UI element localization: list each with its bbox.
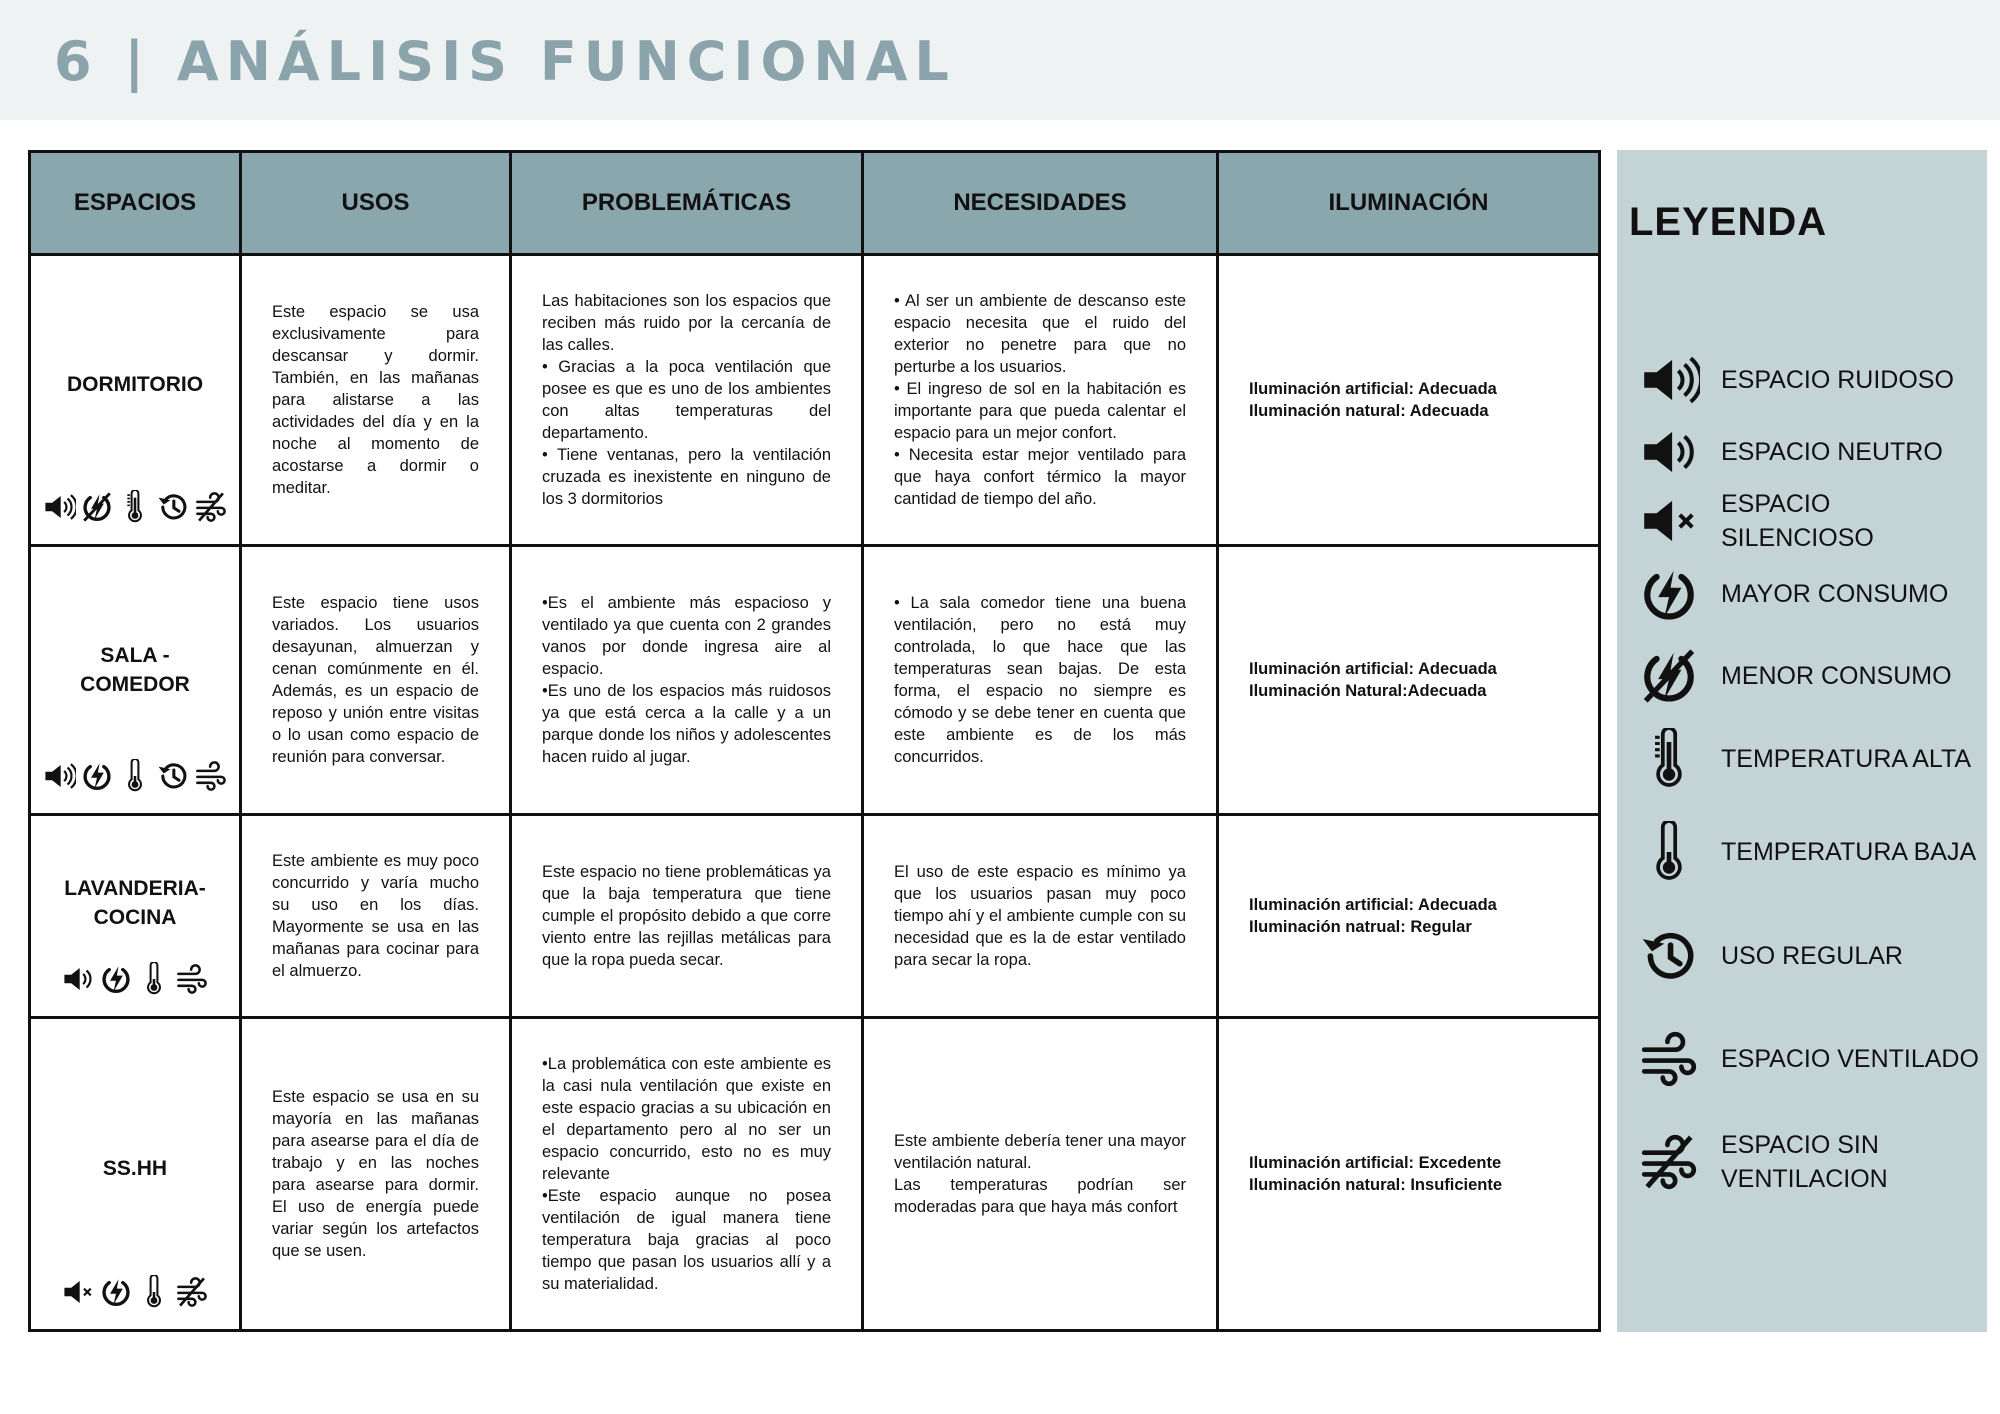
iluminacion-natural: Iluminación natural: Insuficiente: [1249, 1175, 1503, 1194]
thermometer-high-icon: [1635, 725, 1703, 793]
iluminacion-artificial: Iluminación artificial: Adecuada: [1249, 660, 1497, 679]
legend-panel: [1617, 150, 1987, 1332]
legend-item: [1635, 1122, 1987, 1202]
speaker-neutral-icon: [1635, 418, 1703, 486]
wind-icon: [1635, 1025, 1703, 1093]
legend-label: ESPACIO VENTILADO: [1721, 1045, 1979, 1073]
space-cell: [30, 815, 241, 1018]
problematica-line: •Este espacio aunque no posea ventilación de igual manera tiene temperatura baja gracias al poco tiempo que pasan los usuarios allí y a su materialidad.: [542, 1186, 831, 1293]
space-icons: [31, 1275, 239, 1315]
iluminacion-cell: [1218, 546, 1600, 815]
iluminacion-natural: Iluminación natrual: Regular: [1249, 917, 1472, 936]
legend-label: ESPACIO SIN VENTILACION: [1721, 1131, 1888, 1193]
thermometer-low-icon: [118, 759, 152, 799]
table-row: [30, 255, 1600, 546]
iluminacion-natural: Iluminación Natural:Adecuada: [1249, 682, 1487, 701]
speaker-loud-icon: [42, 490, 76, 530]
space-name: SALA - COMEDOR: [80, 644, 190, 697]
analysis-table: [28, 150, 1601, 1332]
table-row: [30, 546, 1600, 815]
history-icon: [156, 759, 190, 799]
problematica-line: Las habitaciones son los espacios que reciben más ruido por la cercanía de las calles.: [542, 292, 831, 355]
legend-label: TEMPERATURA ALTA: [1721, 745, 1972, 773]
space-icons: [31, 490, 239, 530]
legend-label: USO REGULAR: [1721, 942, 1903, 970]
header-usos: USOS: [241, 152, 511, 255]
speaker-mute-icon: [1635, 487, 1703, 555]
speaker-loud-icon: [42, 759, 76, 799]
problematicas-cell: [511, 1017, 863, 1330]
usos-cell: Este espacio se usa exclusivamente para descansar y dormir. También, en las mañanas para alistarse a las actividades del día y en la noche al momento de acostarse a dormir o meditar.: [241, 255, 511, 546]
necesidad-line: • Al ser un ambiente de descanso este espacio necesita que el ruido del exterior no penetre para que no perturbe a los usuarios.: [894, 292, 1186, 377]
low-consumption-icon: [80, 490, 114, 530]
problematica-line: •Es el ambiente más espacioso y ventilado ya que cuenta con 2 grandes vanos por donde ingresa aire al espacio.: [542, 594, 831, 679]
necesidad-line: Este ambiente debería tener una mayor ventilación natural.: [894, 1131, 1186, 1172]
table-header-row: [30, 152, 1600, 255]
space-cell: [30, 546, 241, 815]
legend-item: [1635, 340, 1987, 420]
problematicas-cell: [511, 815, 863, 1018]
header-espacios: ESPACIOS: [30, 152, 241, 255]
space-icons: [31, 759, 239, 799]
high-consumption-icon: [80, 759, 114, 799]
iluminacion-cell: [1218, 255, 1600, 546]
iluminacion-natural: Iluminación natural: Adecuada: [1249, 402, 1489, 421]
necesidades-cell: [863, 255, 1218, 546]
legend-item: [1635, 1019, 1987, 1099]
necesidad-line: El uso de este espacio es mínimo ya que los usuarios pasan muy poco tiempo ahí y el ambiente cumple con su necesidad que es la de estar ventilado para secar la ropa.: [894, 862, 1186, 969]
legend-item: [1635, 481, 1987, 561]
speaker-loud-icon: [1635, 346, 1703, 414]
legend-label: MAYOR CONSUMO: [1721, 580, 1949, 608]
thermometer-low-icon: [1635, 818, 1703, 886]
high-consumption-icon: [99, 962, 133, 1002]
history-icon: [156, 490, 190, 530]
legend-item: [1635, 812, 1987, 892]
iluminacion-cell: [1218, 815, 1600, 1018]
necesidades-cell: [863, 1017, 1218, 1330]
iluminacion-cell: [1218, 1017, 1600, 1330]
history-icon: [1635, 922, 1703, 990]
low-consumption-icon: [1635, 642, 1703, 710]
problematica-line: •Es uno de los espacios más ruidosos ya que está cerca a la calle y a un parque donde los niños y adolescentes hacen ruido al jugar.: [542, 682, 831, 767]
necesidad-line: • La sala comedor tiene una buena ventilación, pero no está muy controlada, lo que hace que las temperaturas sean bajas. De esta forma, el espacio no siempre es cómodo y se debe tener en cuenta que este ambiente es de los más concurridos.: [894, 594, 1186, 767]
problematica-line: •La problemática con este ambiente es la casi nula ventilación que existe en este espacio gracias a su ubicación en el departamento pero al no ser un espacio concurrido, esto no es muy relevante: [542, 1054, 831, 1183]
legend-label: ESPACIO SILENCIOSO: [1721, 490, 1874, 552]
speaker-mute-icon: [61, 1275, 95, 1315]
necesidad-line: • El ingreso de sol en la habitación es importante para que pueda calentar el espacio para un mejor confort.: [894, 380, 1186, 443]
legend-label: ESPACIO RUIDOSO: [1721, 366, 1954, 394]
space-cell: [30, 255, 241, 546]
legend-label: MENOR CONSUMO: [1721, 662, 1952, 690]
legend-item: [1635, 636, 1987, 716]
thermometer-low-icon: [137, 962, 171, 1002]
no-wind-icon: [1635, 1128, 1703, 1196]
table-row: [30, 815, 1600, 1018]
usos-cell: Este ambiente es muy poco concurrido y varía mucho su uso en los días. Mayormente se usa en las mañanas para cocinar para el almuerzo.: [241, 815, 511, 1018]
problematicas-cell: [511, 546, 863, 815]
header-bar: [0, 0, 2000, 120]
necesidad-line: Las temperaturas podrían ser moderadas para que haya más confort: [894, 1175, 1186, 1216]
iluminacion-artificial: Iluminación artificial: Excedente: [1249, 1153, 1502, 1172]
problematicas-cell: [511, 255, 863, 546]
space-cell: [30, 1017, 241, 1330]
usos-cell: Este espacio tiene usos variados. Los usuarios desayunan, almuerzan y cenan comúnmente en él. Además, es un espacio de reposo y unión entre visitas o lo usan como espacio de reunión para conversar.: [241, 546, 511, 815]
header-problematicas: PROBLEMÁTICAS: [511, 152, 863, 255]
legend-item: [1635, 916, 1987, 996]
problematica-line: • Gracias a la poca ventilación que posee es que es uno de los ambientes con altas temperaturas del departamento.: [542, 358, 831, 443]
high-consumption-icon: [1635, 560, 1703, 628]
iluminacion-artificial: Iluminación artificial: Adecuada: [1249, 895, 1497, 914]
header-necesidades: NECESIDADES: [863, 152, 1218, 255]
iluminacion-artificial: Iluminación artificial: Adecuada: [1249, 380, 1497, 399]
no-wind-icon: [194, 490, 228, 530]
wind-icon: [175, 962, 209, 1002]
necesidades-cell: [863, 815, 1218, 1018]
legend-label: TEMPERATURA BAJA: [1721, 838, 1977, 866]
problematica-line: Este espacio no tiene problemáticas ya que la baja temperatura que tiene cumple el propósito debido a que corre viento entre las rejillas metálicas para que la ropa pueda secar.: [542, 862, 831, 969]
space-name: SS.HH: [102, 1157, 168, 1181]
high-consumption-icon: [99, 1275, 133, 1315]
table-row: [30, 1017, 1600, 1330]
page-title: 6 | ANÁLISIS FUNCIONAL: [54, 30, 956, 93]
necesidad-line: • Necesita estar mejor ventilado para que haya confort térmico la mayor cantidad de tiempo del año.: [894, 446, 1186, 509]
wind-icon: [194, 759, 228, 799]
no-wind-icon: [175, 1275, 209, 1315]
usos-cell: Este espacio se usa en su mayoría en las mañanas para asearse para el día de trabajo y en las noches para asearse para dormir. El uso de energía puede variar según los artefactos que se usen.: [241, 1017, 511, 1330]
legend-item: [1635, 412, 1987, 492]
legend-item: [1635, 554, 1987, 634]
legend-title: LEYENDA: [1629, 200, 1828, 244]
necesidades-cell: [863, 546, 1218, 815]
legend-item: [1635, 719, 1987, 799]
space-name: LAVANDERIA- COCINA: [64, 876, 206, 929]
speaker-neutral-icon: [61, 962, 95, 1002]
thermometer-low-icon: [137, 1275, 171, 1315]
thermometer-high-icon: [118, 490, 152, 530]
space-icons: [31, 962, 239, 1002]
space-name: DORMITORIO: [66, 373, 204, 397]
problematica-line: • Tiene ventanas, pero la ventilación cruzada es inexistente en ninguno de los 3 dormitorios: [542, 446, 831, 509]
legend-label: ESPACIO NEUTRO: [1721, 438, 1943, 466]
header-iluminacion: ILUMINACIÓN: [1218, 152, 1600, 255]
